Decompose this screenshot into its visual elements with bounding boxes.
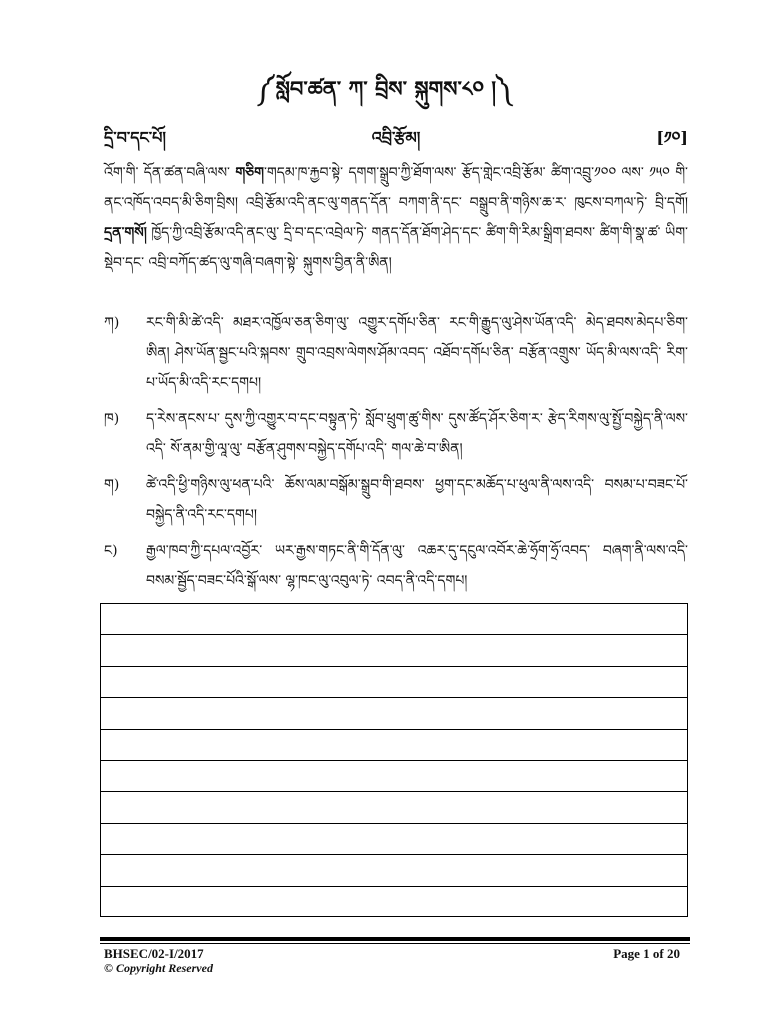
question-item	[104, 404, 688, 464]
answer-line[interactable]	[101, 667, 687, 698]
question-label: ང)	[104, 543, 118, 559]
question-text: ཚེ་འདི་ཕྱི་གཉིས་ལུ་ཕན་པའི་ ཆོས་ལམ་བསྒོམ་སྒྲུབ་གི་ཐབས་ ཕྱག་དང་མཆོད་པ་ཕུལ་ནི་ལས་འདི་ བསམ་པ་བཟང་པོ་ བསྐྱེད་ནི་འདི་རང་དགཔ།	[146, 477, 688, 523]
question-item	[104, 536, 688, 596]
instructions-note-label: དྲན་གསོ།	[104, 225, 147, 241]
question-number: དྲི་བ་དང་པོ།	[104, 128, 166, 147]
answer-line[interactable]	[101, 887, 687, 918]
question-list	[104, 308, 688, 602]
paper-code: BHSEC/02-I/2017	[104, 946, 204, 961]
instructions	[104, 158, 688, 278]
copyright-notice: © Copyright Reserved	[104, 961, 213, 975]
page-title: ༼སློབ་ཚན་ ཀ་ བྲིས་ སྐུགས་༨༠ །༽	[256, 76, 511, 101]
question-label: ཀ)	[104, 315, 120, 331]
footer-divider-thin	[100, 943, 690, 944]
instructions-text-3: ཁྱོད་ཀྱི་འབྲི་རྩོམ་འདི་ནང་ལུ་ དྲི་བ་དང་འབྲེལ་ཏེ་ གནད་དོན་ཐོག་ཤེད་དང་ ཚིག་གི་རིམ་སྒྲིག་ཐབས་ ཚིག་གི་སྣ་ཚ་ ཡིག་སྡེབ་དང་ འབྲི་བཀོད་ཚད་ལུ་གཞི་བཞག་སྟེ་ སྐུགས་བྱིན་ནི་ཨིན།	[104, 225, 688, 271]
question-item	[104, 470, 688, 530]
answer-line[interactable]	[101, 824, 687, 855]
answer-line[interactable]	[101, 855, 687, 886]
answer-writing-box[interactable]	[100, 603, 688, 917]
answer-line[interactable]	[101, 604, 687, 635]
question-label: ཁ)	[104, 411, 120, 427]
footer-divider-thick	[100, 937, 690, 941]
section-title: འབྲི་རྩོམ།	[371, 128, 421, 147]
marks-label: [༡༠]	[656, 128, 688, 147]
question-item	[104, 308, 688, 398]
answer-line[interactable]	[101, 730, 687, 761]
instructions-text-2: ་གདམ་ཁ་རྐྱབ་སྟེ་ དགག་སྒྲུབ་ཀྱི་ཐོག་ལས་ རྩོད་གླེང་འབྲི་རྩོམ་ ཚིག་འབྲུ་༡༠༠ ལས་ ༡༥༠ གི་ནང་འཁོད་འབད་མི་ཅིག་བྲིས། འབྲི་རྩོམ་འདི་ནང་ལུ་གནད་དོན་ བཀག་ནི་དང་ བསྒྲུབ་ནི་གཉིས་ཆ་ར་ ཁུངས་བཀལ་ཏེ་ བྲི་དགོ།	[104, 165, 688, 211]
instructions-text-1: འོག་གི་ དོན་ཚན་བཞི་ལས་	[104, 165, 236, 181]
instructions-bold-1: གཅིག	[235, 165, 264, 181]
answer-line[interactable]	[101, 698, 687, 729]
answer-line[interactable]	[101, 792, 687, 823]
question-text: ད་རེས་ནངས་པ་ དུས་ཀྱི་འགྱུར་བ་དང་བསྟུན་ཏེ་ སློབ་ཕྲུག་ཚུ་གིས་ དུས་ཚོད་ཤོར་ཅིག་ར་ རྩེད་རིགས་ལུ་སྤྱོ་བསྐྱེད་ནི་ལས་འདི་ སོ་ནམ་གྱི་ལཱ་ལུ་ བརྩོན་ཤུགས་བསྐྱེད་དགོཔ་འདི་ གལ་ཆེ་བ་ཨིན།	[146, 411, 688, 457]
question-text: རྒྱལ་ཁབ་ཀྱི་དཔལ་འབྱོར་ ཡར་རྒྱས་གཏང་ནི་གི་དོན་ལུ་ འཆར་དུ་དངུལ་འབོར་ཆེ་ཧྲོག་ཧྲོ་འབད་ བཞག་ནི་ལས་འདི་ བསམ་སྦྱོད་བཟང་པོའི་སྒོ་ལས་ ལྷ་ཁང་ལུ་འབུལ་ཏེ་ འབད་ནི་འདི་དགཔ།	[146, 543, 688, 589]
question-text: རང་གི་མི་ཚེ་འདི་ མཐར་འཁྱོལ་ཅན་ཅིག་ལུ་ འགྱུར་དགོཔ་ཅིན་ རང་གི་རྒྱུད་ལུ་ཤེས་ཡོན་འདི་ མེད་ཐབས་མེདཔ་ཅིག་ཨིན། ཤེས་ཡོན་སྦྱང་པའི་སྐབས་ གྲུབ་འབྲས་ལེགས་ཤོམ་འབད་ འཐོབ་དགོཔ་ཅིན་ བརྩོན་འགྲུས་ ཡོད་མི་ལས་འདི་ རིག་པ་ཡོད་མི་འདི་རང་དགཔ།	[146, 315, 688, 391]
page-number: Page 1 of 20	[613, 946, 680, 961]
question-header	[104, 124, 688, 152]
answer-line[interactable]	[101, 635, 687, 666]
answer-line[interactable]	[101, 761, 687, 792]
question-label: ག)	[104, 477, 120, 493]
